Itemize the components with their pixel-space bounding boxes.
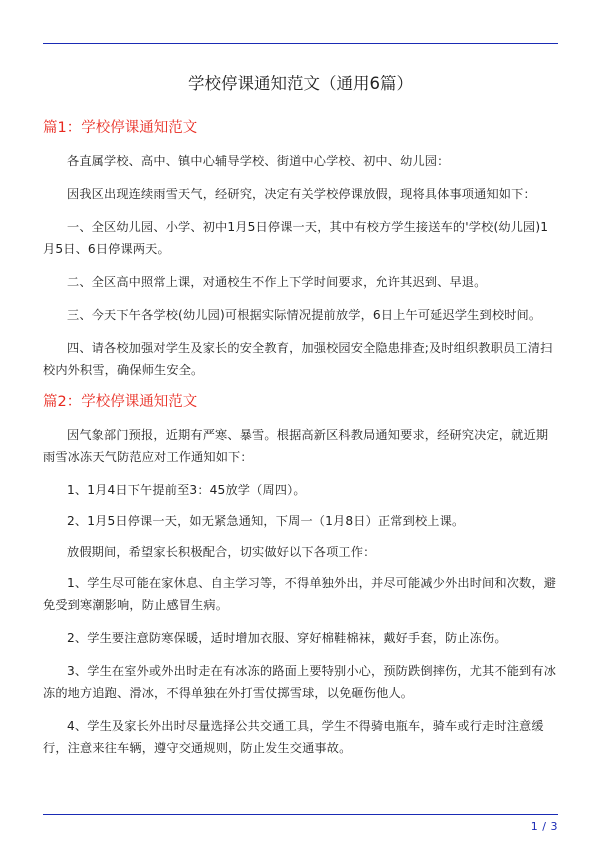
section-heading: 篇1：学校停课通知范文 xyxy=(43,120,198,136)
paragraph: 3、学生在室外或外出时走在有冰冻的路面上要特别小心，预防跌倒摔伤，尤其不能到有冰冻的地方追跑、滑冰，不得单独在外打雪仗掷雪球，以免砸伤他人。 xyxy=(43,664,557,700)
section-heading: 篇2：学校停课通知范文 xyxy=(43,394,198,410)
section-2 xyxy=(43,392,558,759)
paragraph: 1、1月4日下午提前至3：45放学（周四）。 xyxy=(67,483,306,497)
paragraph: 2、1月5日停课一天，如无紧急通知，下周一（1月8日）正常到校上课。 xyxy=(67,514,465,528)
document-body xyxy=(43,72,558,770)
header-rule xyxy=(43,43,558,44)
paragraph: 放假期间，希望家长积极配合，切实做好以下各项工作： xyxy=(67,545,376,559)
page-number: 1 / 3 xyxy=(530,820,558,833)
footer-rule xyxy=(43,814,558,815)
paragraph: 因我区出现连续雨雪天气，经研究，决定有关学校停课放假，现将具体事项通知如下： xyxy=(67,187,536,201)
document-title: 学校停课通知范文（通用6篇） xyxy=(188,74,413,93)
paragraph: 2、学生要注意防寒保暖，适时增加衣服、穿好棉鞋棉袜，戴好手套，防止冻伤。 xyxy=(67,631,507,645)
paragraph: 二、全区高中照常上课，对通校生不作上下学时间要求，允许其迟到、早退。 xyxy=(67,275,487,289)
paragraph: 因气象部门预报，近期有严寒、暴雪。根据高新区科教局通知要求，经研究决定，就近期雨雪冰冻天气防范应对工作通知如下： xyxy=(43,428,549,464)
section-1 xyxy=(43,118,558,381)
paragraph: 各直属学校、高中、镇中心辅导学校、街道中心学校、初中、幼儿园： xyxy=(67,154,450,168)
paragraph: 一、全区幼儿园、小学、初中1月5日停课一天，其中有校方学生接送车的'学校(幼儿园)1月5日、6日停课两天。 xyxy=(43,220,549,256)
paragraph: 1、学生尽可能在家休息、自主学习等，不得单独外出，并尽可能减少外出时间和次数，避免受到寒潮影响，防止感冒生病。 xyxy=(43,576,557,612)
paragraph: 三、今天下午各学校(幼儿园)可根据实际情况提前放学，6日上午可延迟学生到校时间。 xyxy=(67,308,542,322)
paragraph: 4、学生及家长外出时尽量选择公共交通工具，学生不得骑电瓶车，骑车或行走时注意缓行，注意来往车辆，遵守交通规则，防止发生交通事故。 xyxy=(43,719,544,755)
paragraph: 四、请各校加强对学生及家长的安全教育，加强校园安全隐患排查;及时组织教职员工清扫校内外积雪，确保师生安全。 xyxy=(43,341,553,377)
